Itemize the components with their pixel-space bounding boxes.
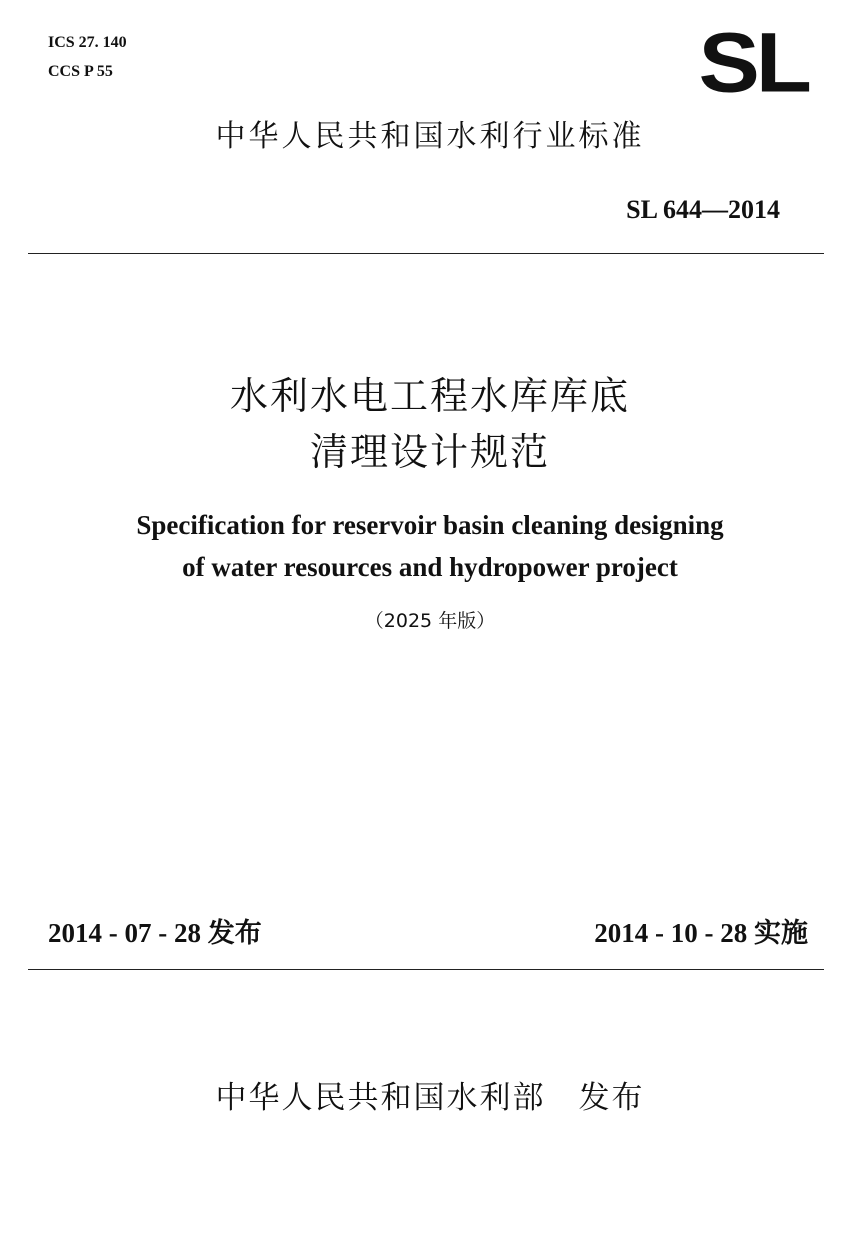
issue-date: 2014 - 07 - 28 发布 [48, 918, 262, 948]
standard-number: SL 644—2014 [626, 195, 780, 224]
ics-code: ICS 27. 140 [48, 34, 127, 51]
bottom-divider [28, 969, 824, 970]
top-divider [28, 253, 824, 254]
publisher-line: 中华人民共和国水利部 发布 [215, 1080, 645, 1116]
english-title-line-2: of water resources and hydropower project [182, 552, 678, 582]
english-title [0, 504, 860, 588]
chinese-title-line-1: 水利水电工程水库库底 [229, 374, 630, 418]
chinese-title [0, 368, 860, 480]
issuing-authority-heading: 中华人民共和国水利行业标准 [215, 119, 645, 154]
sl-logo: SL [698, 16, 808, 111]
implementation-date: 2014 - 10 - 28 实施 [594, 918, 808, 948]
chinese-title-line-2: 清理设计规范 [309, 430, 550, 474]
english-title-line-1: Specification for reservoir basin cleaning designing [136, 510, 724, 540]
ccs-code: CCS P 55 [48, 63, 113, 80]
edition-label: （2025 年版） [364, 610, 496, 632]
classification-codes [48, 28, 127, 86]
